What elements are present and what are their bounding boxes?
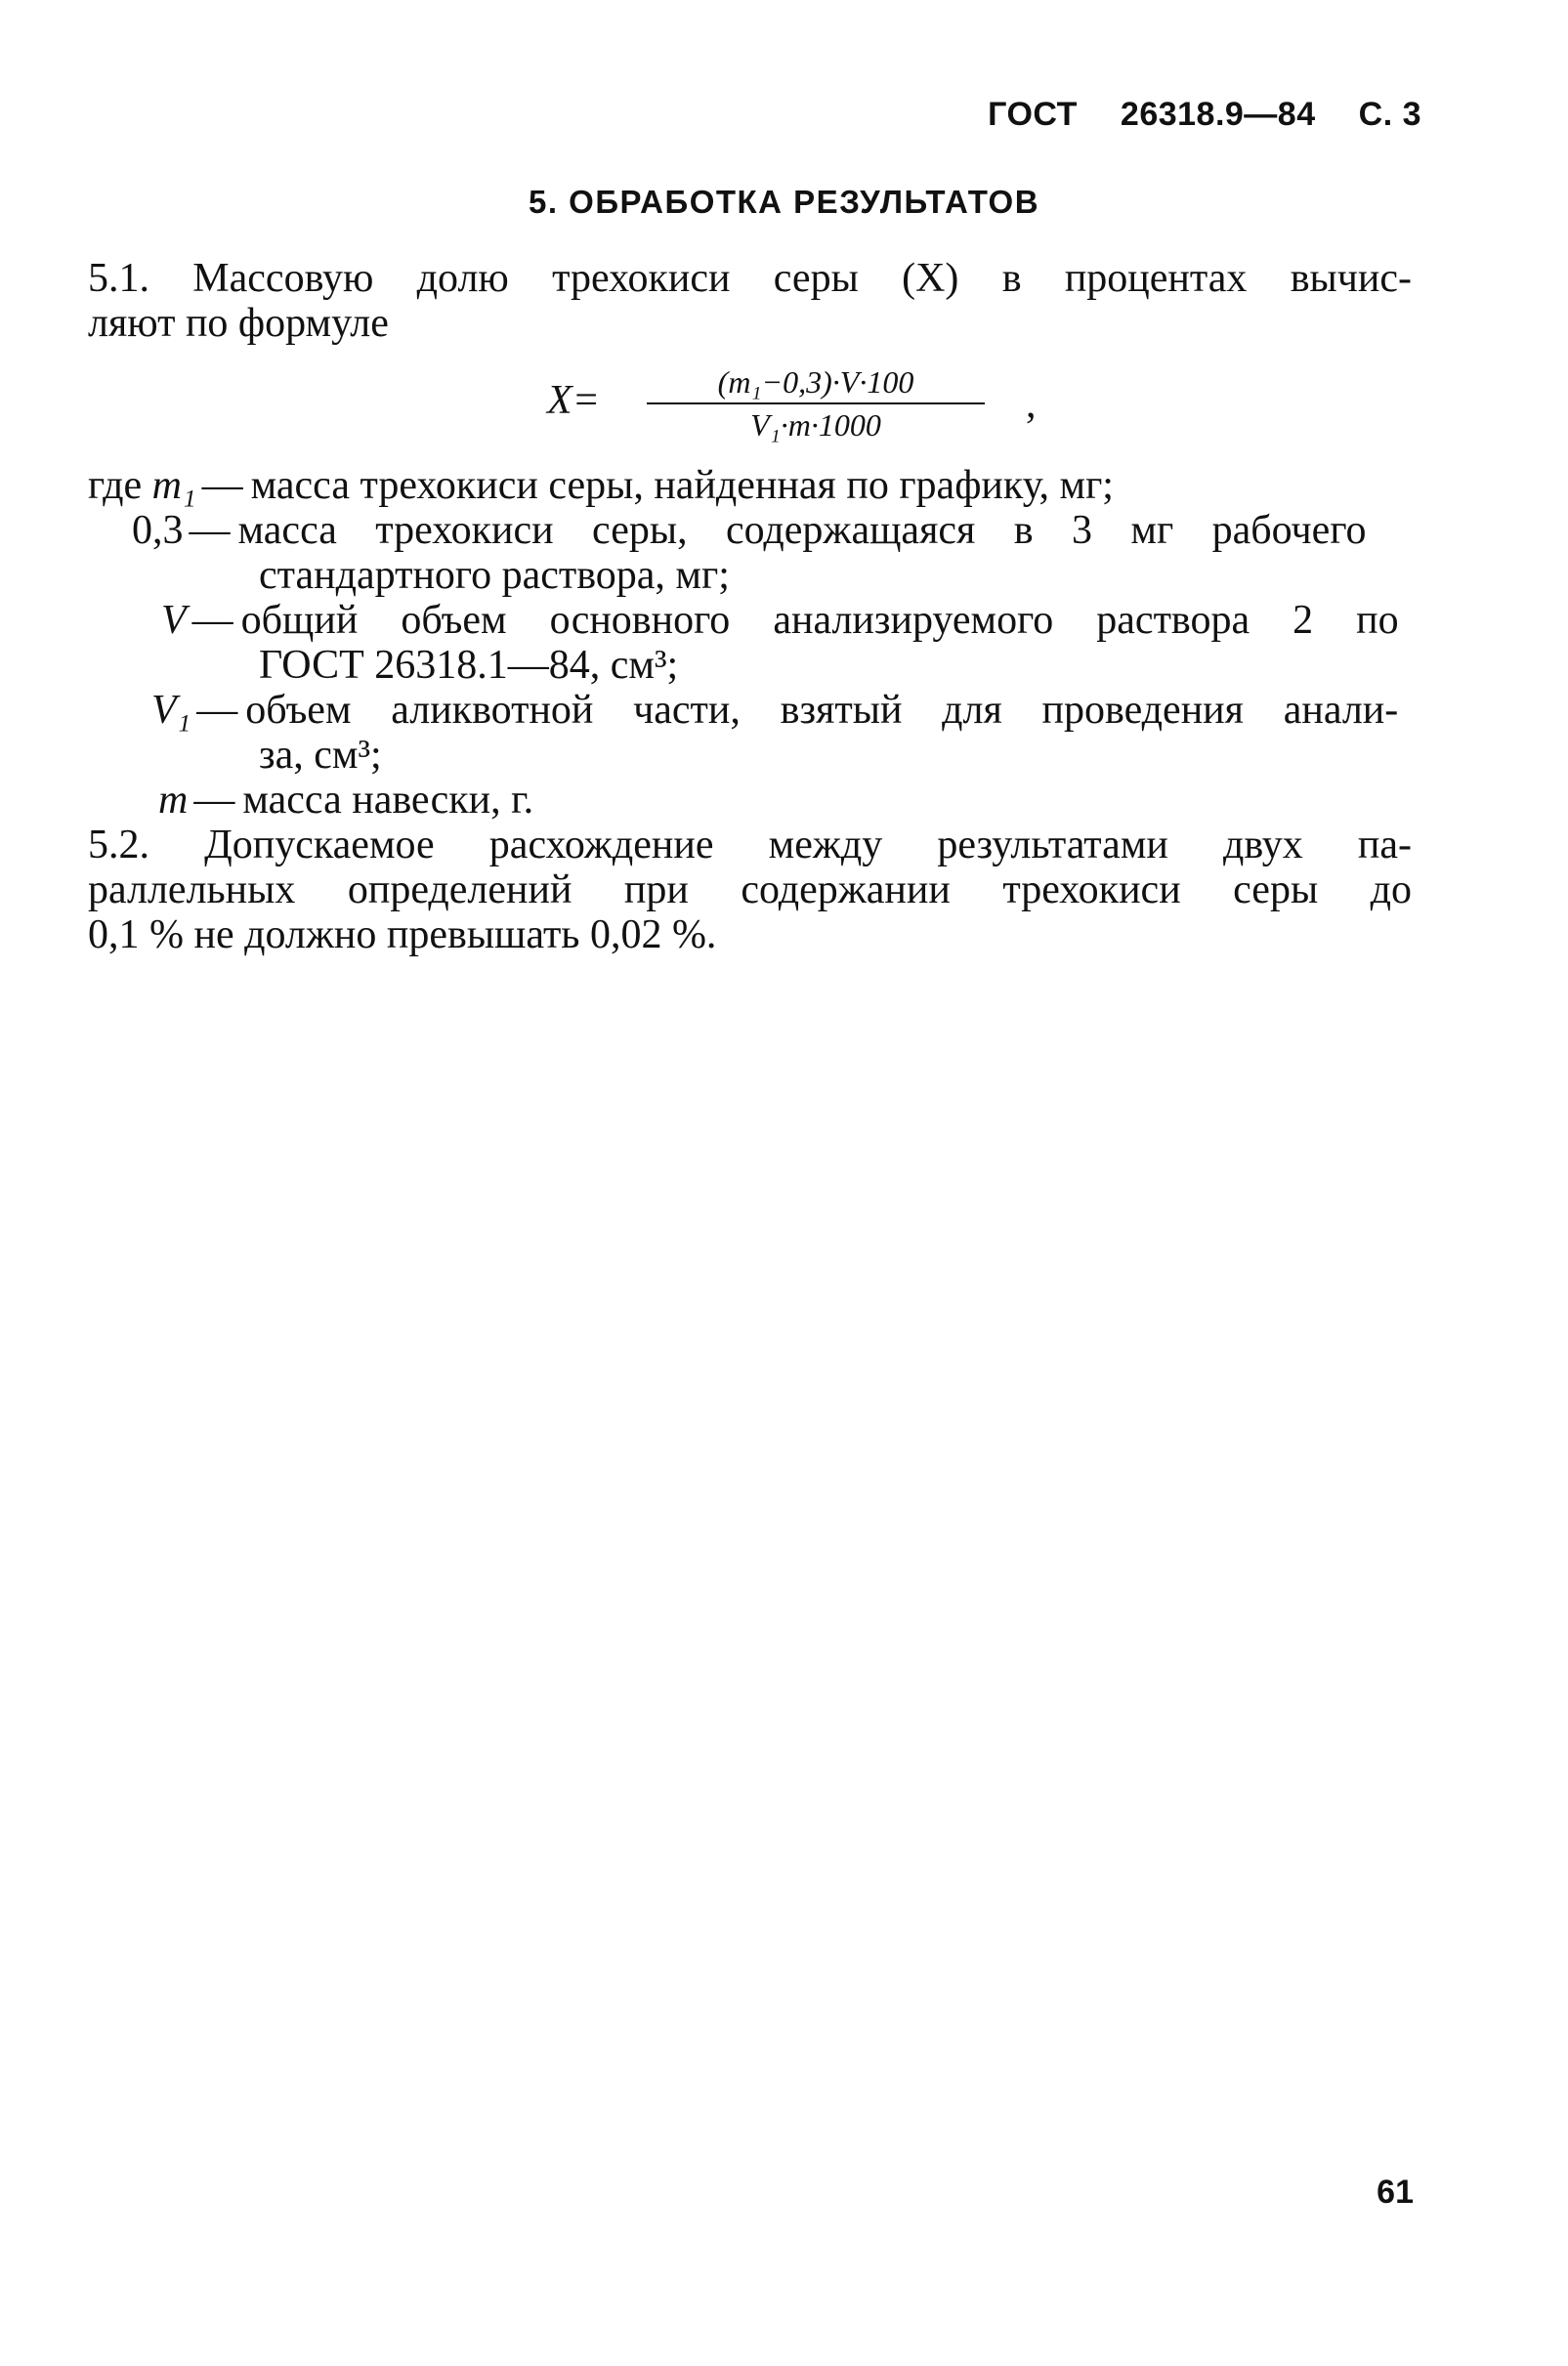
formula-fraction (635, 363, 996, 444)
section-title: 5. ОБРАБОТКА РЕЗУЛЬТАТОВ (528, 184, 1040, 220)
formula-lhs: X= (547, 378, 600, 423)
definition-v1 (151, 688, 1412, 733)
definition-m-text: масса навески, г. (242, 778, 534, 823)
running-header (988, 96, 1421, 134)
definition-v1-text-line2: за, см³; (259, 733, 382, 778)
definition-m1 (88, 463, 1114, 508)
definition-v-text-line2: ГОСТ 26318.1—84, см³; (259, 643, 679, 688)
p51-line2: ляют по формуле (88, 301, 389, 346)
dash: — (201, 463, 243, 508)
p52-line1: 5.2. Допускаемое расхождение между результатами двух па- (88, 823, 1412, 867)
dash: — (191, 598, 233, 643)
definition-c03-text-line1: масса трехокиси серы, содержащаяся в 3 мг рабочего (237, 508, 1367, 553)
definition-c03-text-line2: стандартного раствора, мг; (259, 553, 730, 598)
fraction-bar (647, 402, 985, 404)
formula-denominator: V₁·m·1000 (750, 407, 881, 443)
dash: — (196, 688, 238, 733)
definition-m (158, 778, 533, 823)
page-number: 61 (1377, 2174, 1414, 2211)
definition-v1-text-line1: объем аликвотной части, взятый для проведения анали- (245, 688, 1399, 733)
p52-line3: 0,1 % не должно превышать 0,02 %. (88, 912, 717, 957)
dash: — (193, 778, 235, 823)
definition-m1-text: масса трехокиси серы, найденная по графику, мг; (250, 463, 1114, 508)
symbol-v1: V₁ (151, 688, 191, 733)
header-page-ref: С. 3 (1358, 96, 1421, 133)
p52-line2: раллельных определений при содержании трехокиси серы до (88, 867, 1412, 912)
dash: — (189, 508, 231, 553)
symbol-m1: m₁ (151, 463, 196, 508)
p51-line1: 5.1. Массовую долю трехокиси серы (X) в процентах вычис- (88, 256, 1412, 301)
header-gost-label: ГОСТ (988, 96, 1078, 133)
symbol-v: V (161, 598, 187, 643)
definition-v (161, 598, 1412, 643)
definition-v-text-line1: общий объем основного анализируемого раствора 2 по (240, 598, 1399, 643)
formula-trailing: , (1026, 382, 1037, 427)
formula-numerator: (m₁−0,3)·V·100 (717, 364, 914, 400)
symbol-m: m (158, 778, 189, 823)
header-doc-number: 26318.9—84 (1120, 96, 1316, 133)
where-word: где (88, 463, 143, 508)
definition-c03 (132, 508, 1412, 553)
symbol-c03: 0,3 (132, 508, 184, 553)
